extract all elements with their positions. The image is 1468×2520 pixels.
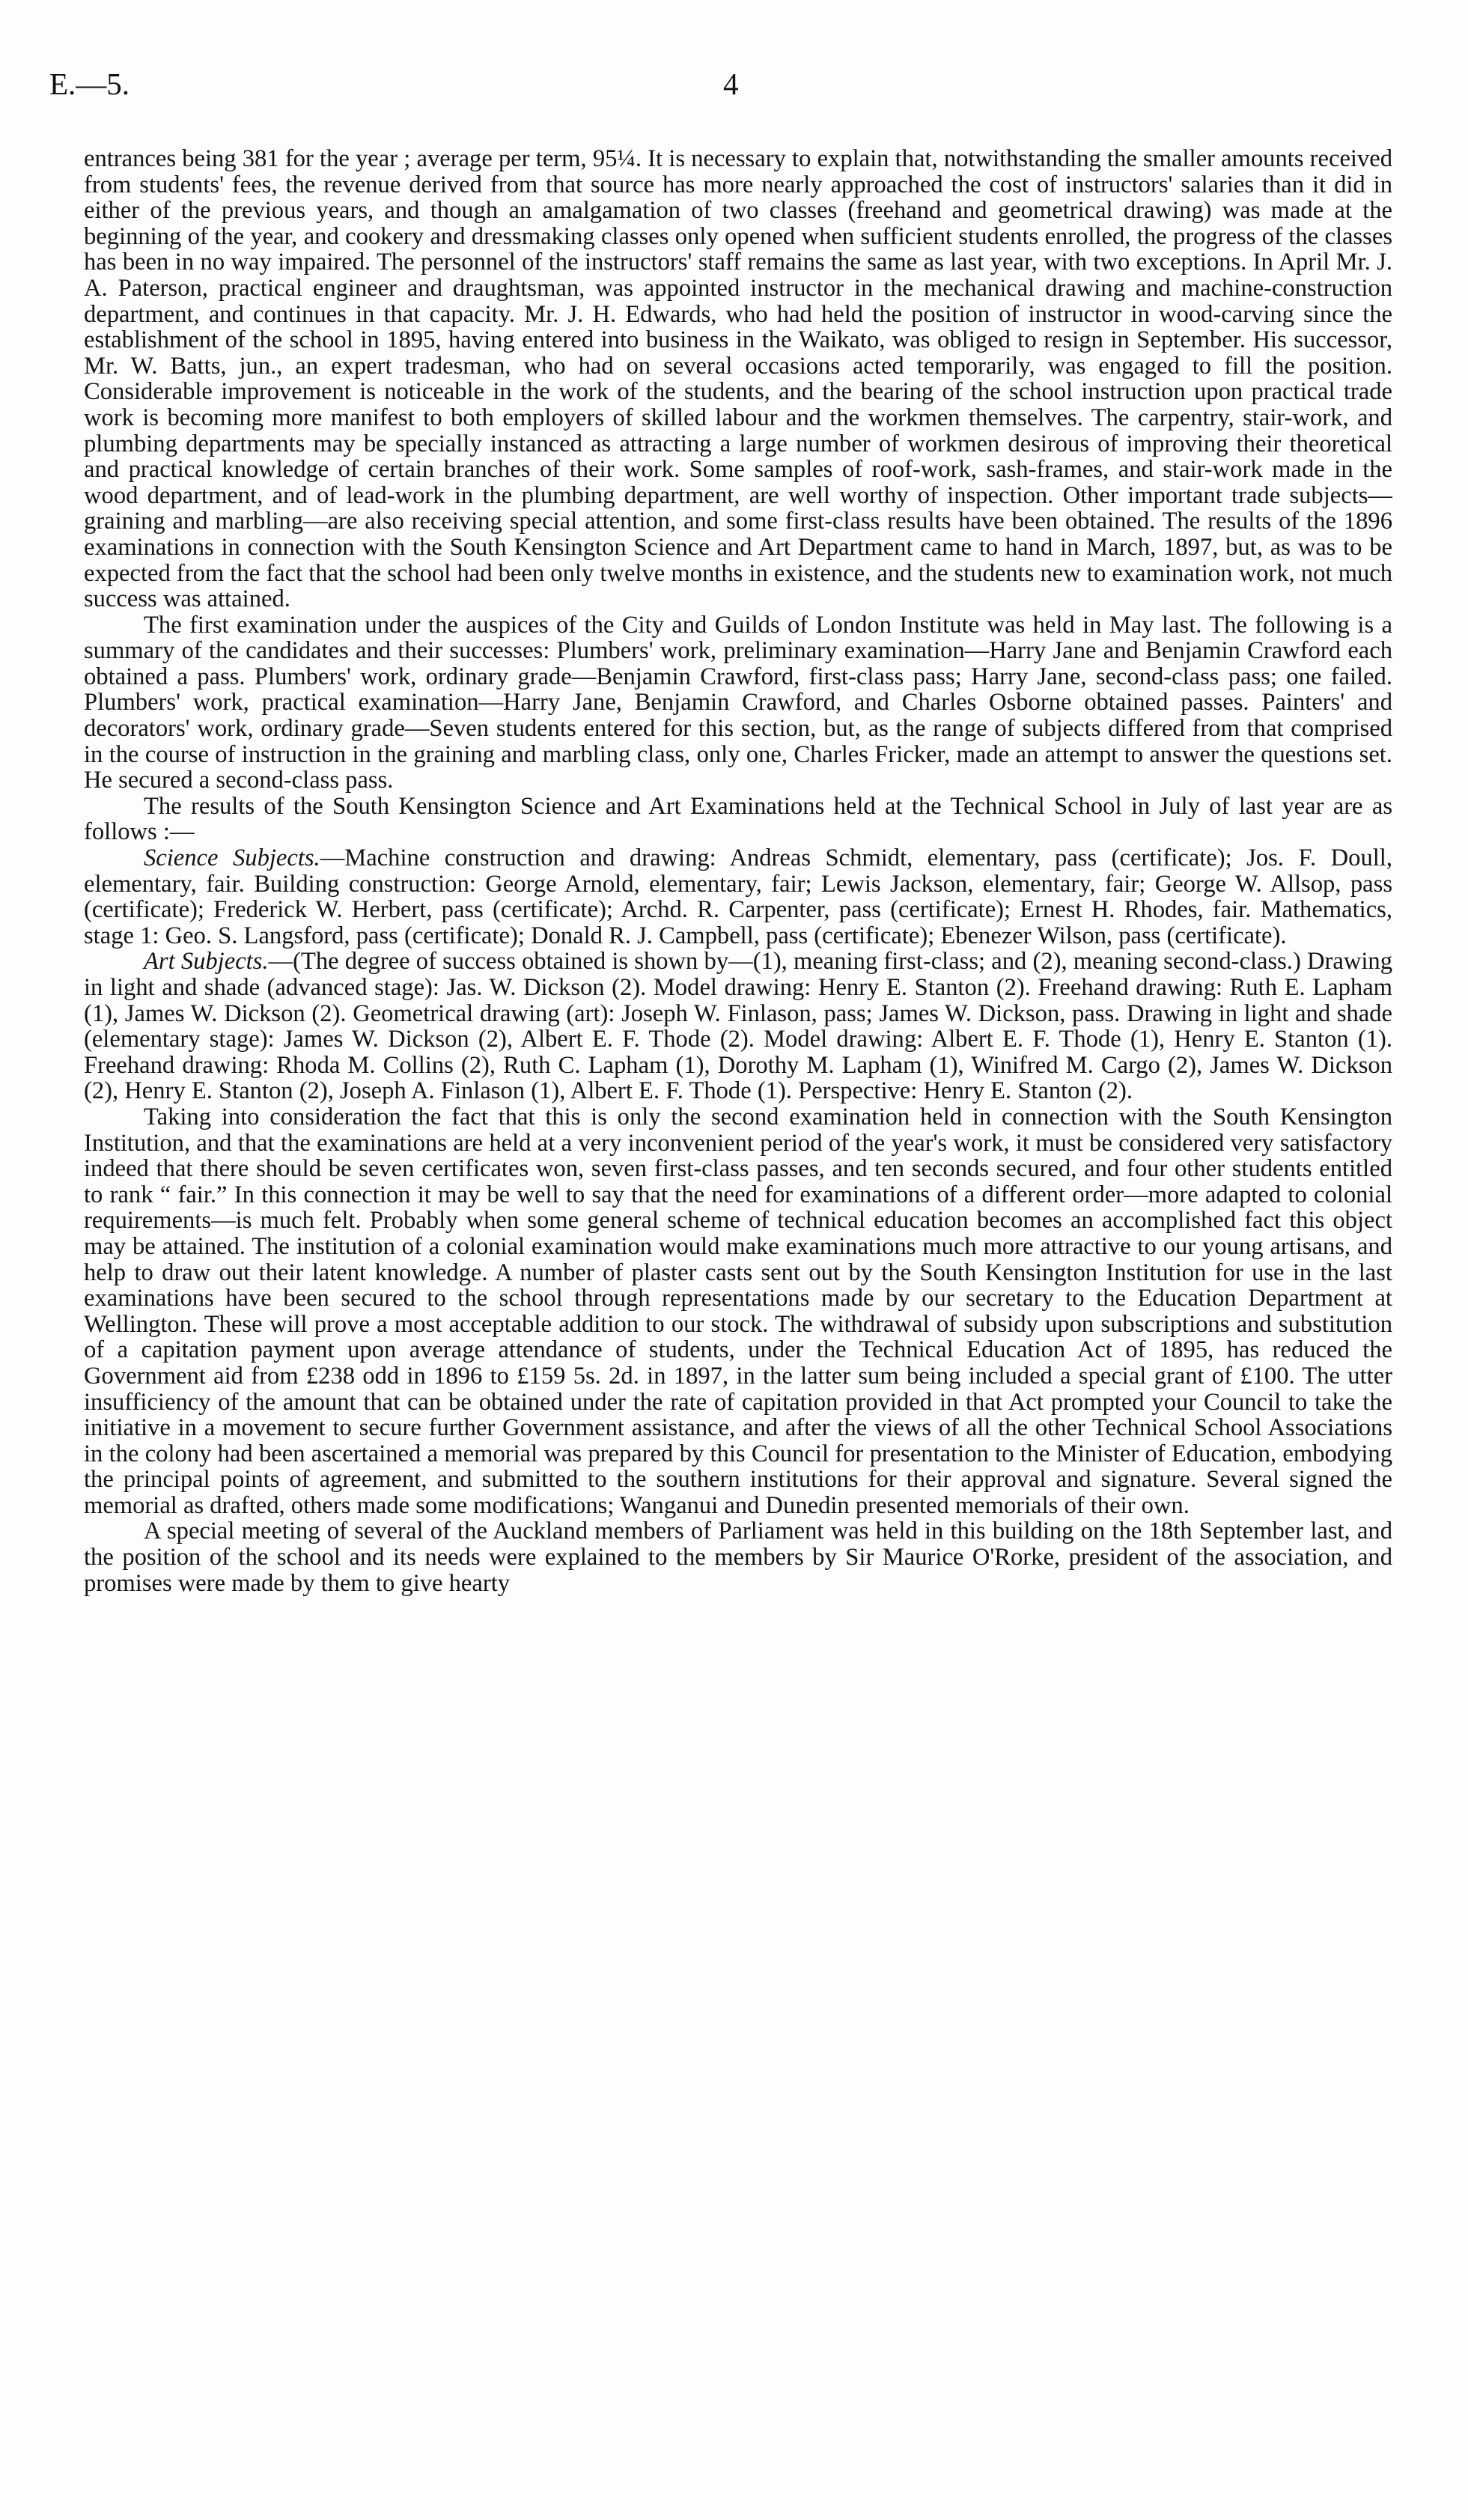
paragraph-text: A special meeting of several of the Auckland members of Parliament was held in this building on the 18th September last, and the position of the school and its needs were explained to the members by Sir Maurice O'Rorke, president of the association, and promises were made by them to give hearty bbox=[84, 1518, 1392, 1597]
paragraph-results-intro bbox=[84, 794, 1392, 845]
paragraph-lead: Art Subjects. bbox=[144, 948, 269, 976]
paragraph-text: Taking into consideration the fact that this is only the second examination held in connection with the South Kensington Institution, and that the examinations are held at a very inconvenient period of the year's work, it must be considered very satisfactory indeed that there should be seven certificates won, seven first-class passes, and ten seconds secured, and four other students entitled to rank “ fair.” In this connection it may be well to say that the need for examinations of a different order—more adapted to colonial requirements—is much felt. Probably when some general scheme of technical education becomes an accomplished fact this object may be attained. The institution of a colonial examination would make examinations much more attractive to our young artisans, and help to draw out their latent knowledge. A number of plaster casts sent out by the South Kensington Institution for use in the last examinations have been secured to the school through representations made by our secretary to the Education Department at Wellington. These will prove a most acceptable addition to our stock. The withdrawal of subsidy upon subscriptions and substitution of a capitation payment upon average attendance of students, under the Technical Education Act of 1895, has reduced the Government aid from £238 odd in 1896 to £159 5s. 2d. in 1897, in the latter sum being included a special grant of £100. The utter insufficiency of the amount that can be obtained under the rate of capitation provided in that Act prompted your Council to take the initiative in a movement to secure further Government assistance, and after the views of all the other Technical School Associations in the colony had been ascertained a memorial was prepared by this Council for presentation to the Minister of Education, embodying the principal points of agreement, and submitted to the southern institutions for their approval and signature. Several signed the memorial as drafted, others made some modifications; Wanganui and Dunedin presented memorials of their own. bbox=[84, 1103, 1392, 1519]
paragraph-continued bbox=[84, 146, 1392, 612]
document-reference: E.—5. bbox=[49, 67, 130, 101]
paragraph-art-subjects bbox=[84, 949, 1392, 1104]
paragraph-text: The first examination under the auspices of the City and Guilds of London Institute was held in May last. The following is a summary of the candidates and their successes: Plumbers' work, preliminary examination—Harry Jane and Benjamin Crawford each obtained a pass. Plumbers' work, ordinary grade—Benjamin Crawford, first-class pass; Harry Jane, second-class pass; one failed. Plumbers' work, practical examination—Harry Jane, Benjamin Crawford, and Charles Osborne obtained passes. Painters' and decorators' work, ordinary grade—Seven students entered for this section, but, as the range of subjects differed from that comprised in the course of instruction in the graining and marbling class, only one, Charles Fricker, made an attempt to answer the questions set. He secured a second-class pass. bbox=[84, 611, 1392, 794]
paragraph-text: —Machine construction and drawing: Andreas Schmidt, elementary, pass (certificate); Jos. F. Doull, elementary, fair. Building construction: George Arnold, elementary, fair; Lewis Jackson, elementary, fair; George W. Allsop, pass (certificate); Frederick W. Herbert, pass (certificate); Archd. R. Carpenter, pass (certificate); Ernest H. Rhodes, fair. Mathematics, stage 1: Geo. S. Langsford, pass (certificate); Donald R. J. Campbell, pass (certificate); Ebenezer Wilson, pass (certificate). bbox=[84, 844, 1392, 949]
paragraph-text: —(The degree of success obtained is shown by—(1), meaning first-class; and (2), meaning second-class.) Drawing in light and shade (advanced stage): Jas. W. Dickson (2). Model drawing: Henry E. Stanton (2). Freehand drawing: Ruth E. Lapham (1), James W. Dickson (2). Geometrical drawing (art): Joseph W. Finlason, pass; James W. Dickson, pass. Drawing in light and shade (elementary stage): James W. Dickson (2), Albert E. F. Thode (2). Model drawing: Albert E. F. Thode (1), Henry E. Stanton (1). Freehand drawing: Rhoda M. Collins (2), Ruth C. Lapham (1), Dorothy M. Lapham (1), Winifred M. Cargo (2), James W. Dickson (2), Henry E. Stanton (2), Joseph A. Finlason (1), Albert E. F. Thode (1). Perspective: Henry E. Stanton (2). bbox=[84, 948, 1392, 1105]
page-number: 4 bbox=[723, 67, 739, 101]
paragraph-science-subjects bbox=[84, 845, 1392, 949]
body-text bbox=[84, 146, 1392, 2504]
paragraph-examination-remarks bbox=[84, 1104, 1392, 1519]
paragraph-city-and-guilds bbox=[84, 612, 1392, 794]
page-header bbox=[49, 66, 1397, 118]
paragraph-lead: Science Subjects. bbox=[144, 844, 320, 872]
paragraph-special-meeting bbox=[84, 1518, 1392, 1596]
paragraph-text: entrances being 381 for the year ; average per term, 95¼. It is necessary to explain that, notwithstanding the smaller amounts received from students' fees, the revenue derived from that source has more nearly approached the cost of instructors' salaries than it did in either of the previous years, and though an amalgamation of two classes (freehand and geometrical drawing) was made at the beginning of the year, and cookery and dressmaking classes only opened when sufficient students enrolled, the progress of the classes has been in no way impaired. The personnel of the instructors' staff remains the same as last year, with two exceptions. In April Mr. J. A. Paterson, practical engineer and draughtsman, was appointed instructor in the mechanical drawing and machine-construction department, and continues in that capacity. Mr. J. H. Edwards, who had held the position of instructor in wood-carving since the establishment of the school in 1895, having entered into business in the Waikato, was obliged to resign in September. His successor, Mr. W. Batts, jun., an expert tradesman, who had on several occasions acted temporarily, was engaged to fill the position. Considerable improvement is noticeable in the work of the students, and the bearing of the school instruction upon practical trade work is becoming more manifest to both employers of skilled labour and the workmen themselves. The carpentry, stair-work, and plumbing departments may be specially instanced as attracting a large number of workmen desirous of improving their theoretical and practical knowledge of certain branches of their work. Some samples of roof-work, sash-frames, and stair-work made in the wood department, and of lead-work in the plumbing department, are well worthy of inspection. Other important trade subjects—graining and marbling—are also receiving special attention, and some first-class results have been obtained. The results of the 1896 examinations in connection with the South Kensington Science and Art Department came to hand in March, 1897, but, as was to be expected from the fact that the school had been only twelve months in existence, and the students new to examination work, not much success was attained. bbox=[84, 146, 1392, 613]
paragraph-text: The results of the South Kensington Science and Art Examinations held at the Technical School in July of last year are as follows :— bbox=[84, 792, 1392, 846]
